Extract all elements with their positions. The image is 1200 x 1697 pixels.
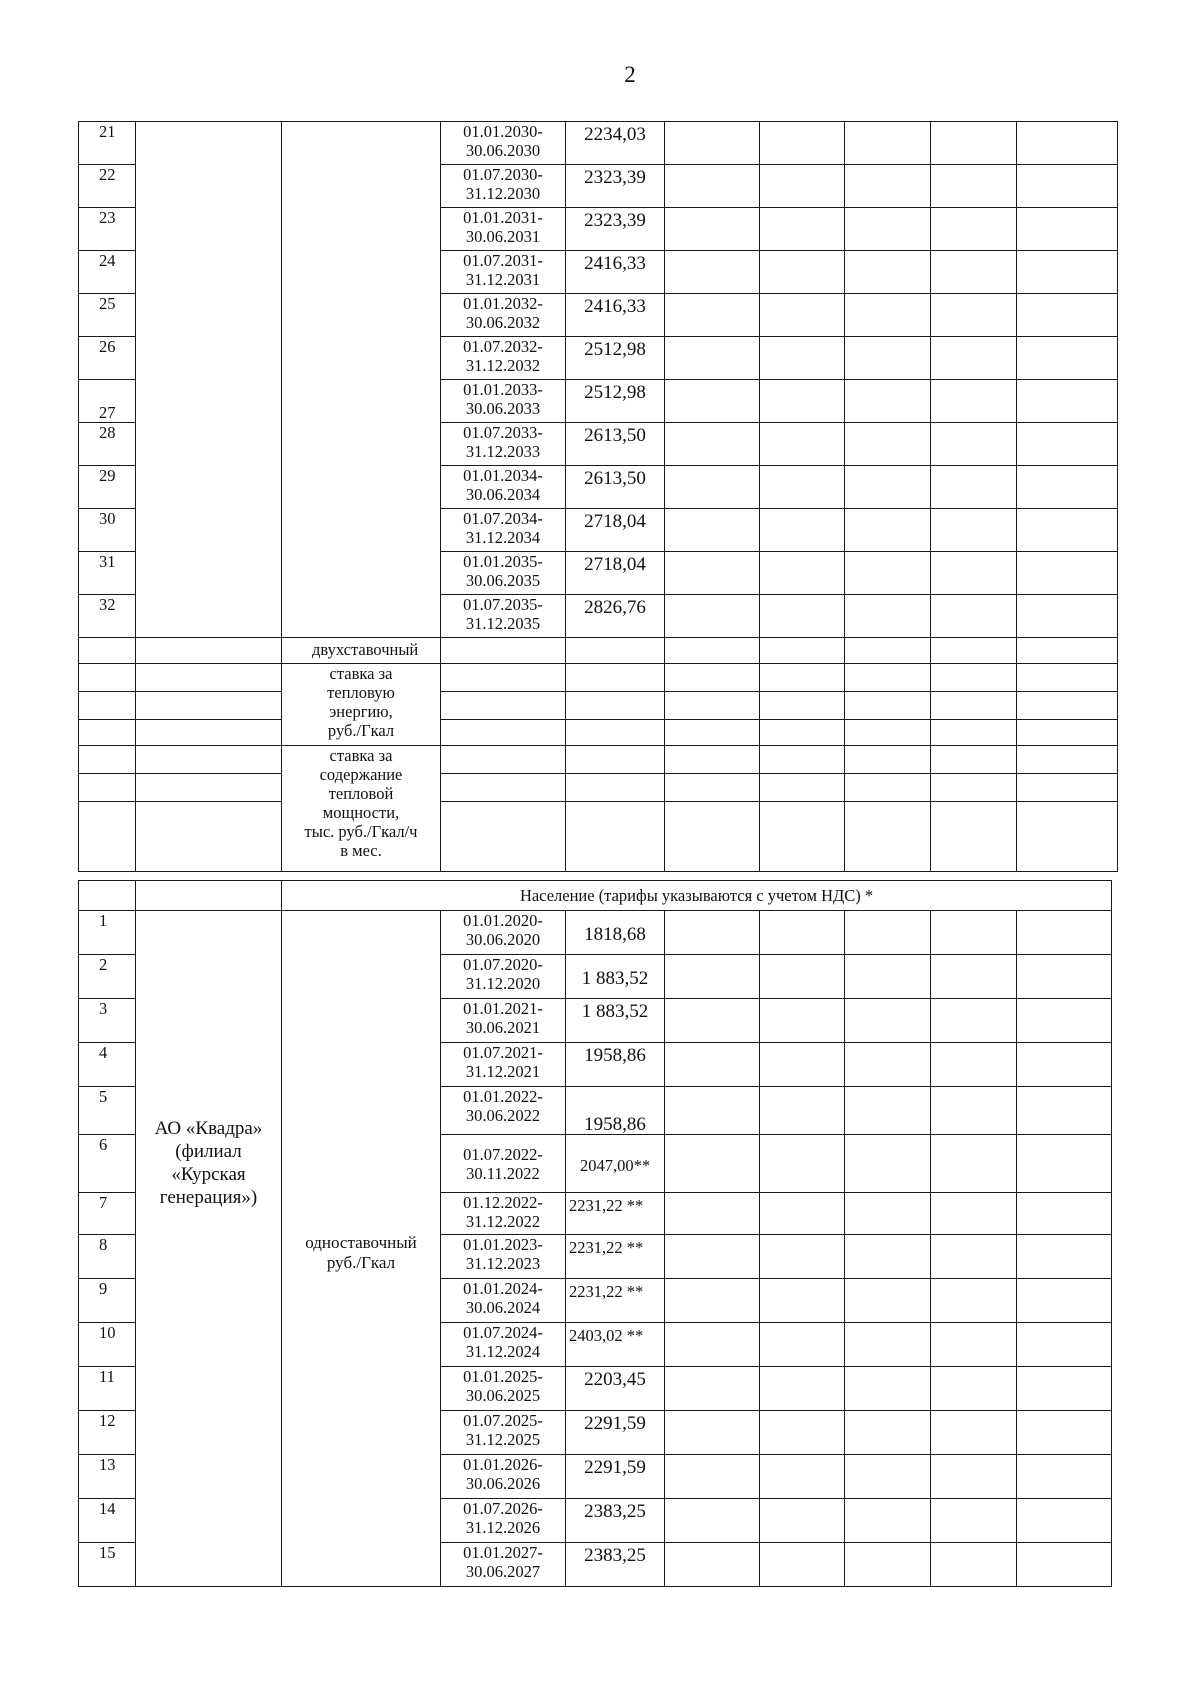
tariff-value: 2234,03 [566, 122, 665, 165]
period-cell: 01.01.2021- 30.06.2021 [441, 999, 566, 1043]
table-row [79, 664, 1118, 692]
row-number: 30 [79, 509, 136, 552]
table-row [79, 802, 1118, 872]
table-row [79, 911, 1112, 955]
period-cell: 01.07.2024- 31.12.2024 [441, 1323, 566, 1367]
tariff-table-continued [78, 121, 1118, 872]
period-cell: 01.01.2033- 30.06.2033 [441, 380, 566, 423]
row-number: 11 [79, 1367, 136, 1411]
tariff-value: 2403,02 ** [566, 1323, 665, 1367]
tariff-value: 2291,59 [566, 1411, 665, 1455]
tariff-value: 2291,59 [566, 1455, 665, 1499]
tariff-type: одноставочный руб./Гкал [282, 911, 441, 1587]
tariff-value: 1 883,52 [566, 955, 665, 999]
tariff-value: 2718,04 [566, 509, 665, 552]
heat-energy-rate-label: ставка за тепловую энергию, руб./Гкал [282, 664, 441, 746]
tariff-value: 2613,50 [566, 466, 665, 509]
period-cell: 01.07.2031- 31.12.2031 [441, 251, 566, 294]
row-number: 10 [79, 1323, 136, 1367]
row-number: 1 [79, 911, 136, 955]
tariff-value: 2416,33 [566, 294, 665, 337]
tariff-value: 1958,86 [566, 1087, 665, 1135]
table-row [79, 746, 1118, 774]
row-number: 31 [79, 552, 136, 595]
tariff-value: 2613,50 [566, 423, 665, 466]
period-cell: 01.01.2026- 30.06.2026 [441, 1455, 566, 1499]
row-number: 4 [79, 1043, 136, 1087]
row-number: 21 [79, 122, 136, 165]
period-cell: 01.01.2027- 30.06.2027 [441, 1543, 566, 1587]
row-number: 13 [79, 1455, 136, 1499]
period-cell: 01.07.2021- 31.12.2021 [441, 1043, 566, 1087]
tariff-value: 2203,45 [566, 1367, 665, 1411]
tariff-value: 2231,22 ** [566, 1235, 665, 1279]
row-number: 5 [79, 1087, 136, 1135]
period-cell: 01.07.2033- 31.12.2033 [441, 423, 566, 466]
tariff-type-cell [282, 122, 441, 638]
period-cell: 01.07.2032- 31.12.2032 [441, 337, 566, 380]
period-cell: 01.12.2022- 31.12.2022 [441, 1193, 566, 1235]
table-row [79, 692, 1118, 720]
section-title: Население (тарифы указываются с учетом НДС) * [282, 881, 1112, 911]
period-cell: 01.07.2035- 31.12.2035 [441, 595, 566, 638]
tariff-value: 2323,39 [566, 165, 665, 208]
tariff-value: 2512,98 [566, 380, 665, 423]
tariff-value: 2512,98 [566, 337, 665, 380]
tariff-value: 2323,39 [566, 208, 665, 251]
tariff-value: 2231,22 ** [566, 1193, 665, 1235]
tariff-value: 1 883,52 [566, 999, 665, 1043]
tariff-value: 2231,22 ** [566, 1279, 665, 1323]
period-cell: 01.07.2030- 31.12.2030 [441, 165, 566, 208]
tariff-value: 1958,86 [566, 1043, 665, 1087]
row-number: 12 [79, 1411, 136, 1455]
period-cell: 01.01.2032- 30.06.2032 [441, 294, 566, 337]
row-number: 27 [79, 380, 136, 423]
period-cell: 01.01.2025- 30.06.2025 [441, 1367, 566, 1411]
table-row [79, 122, 1118, 165]
period-cell: 01.01.2034- 30.06.2034 [441, 466, 566, 509]
tariff-value: 2383,25 [566, 1543, 665, 1587]
period-cell: 01.01.2023- 31.12.2023 [441, 1235, 566, 1279]
two-rate-label: двухставочный [282, 638, 441, 664]
period-cell: 01.07.2020- 31.12.2020 [441, 955, 566, 999]
period-cell: 01.01.2030- 30.06.2030 [441, 122, 566, 165]
row-number: 8 [79, 1235, 136, 1279]
tariff-value: 2718,04 [566, 552, 665, 595]
period-cell: 01.01.2022- 30.06.2022 [441, 1087, 566, 1135]
tariff-value: 1818,68 [566, 911, 665, 955]
row-number: 26 [79, 337, 136, 380]
row-number: 7 [79, 1193, 136, 1235]
tariff-value: 2826,76 [566, 595, 665, 638]
tariff-value: 2383,25 [566, 1499, 665, 1543]
period-cell: 01.07.2034- 31.12.2034 [441, 509, 566, 552]
row-number: 24 [79, 251, 136, 294]
period-cell: 01.01.2035- 30.06.2035 [441, 552, 566, 595]
table-row [79, 774, 1118, 802]
table-row [79, 720, 1118, 746]
row-number: 3 [79, 999, 136, 1043]
row-number: 23 [79, 208, 136, 251]
page-number: 2 [624, 62, 636, 87]
section-header-row [79, 881, 1112, 911]
period-cell: 01.01.2024- 30.06.2024 [441, 1279, 566, 1323]
period-cell: 01.07.2025- 31.12.2025 [441, 1411, 566, 1455]
row-number: 15 [79, 1543, 136, 1587]
row-number: 32 [79, 595, 136, 638]
capacity-rate-label: ставка за содержание тепловой мощности, тыс. руб./Гкал/ч в мес. [282, 746, 441, 872]
organization-cell [136, 122, 282, 638]
period-cell: 01.01.2031- 30.06.2031 [441, 208, 566, 251]
tariff-value: 2047,00** [566, 1135, 665, 1193]
population-tariff-table [78, 880, 1112, 1587]
row-number: 28 [79, 423, 136, 466]
period-cell: 01.01.2020- 30.06.2020 [441, 911, 566, 955]
row-number: 9 [79, 1279, 136, 1323]
period-cell: 01.07.2022- 30.11.2022 [441, 1135, 566, 1193]
row-number: 25 [79, 294, 136, 337]
row-number: 22 [79, 165, 136, 208]
row-number: 14 [79, 1499, 136, 1543]
table-row [79, 638, 1118, 664]
period-cell: 01.07.2026- 31.12.2026 [441, 1499, 566, 1543]
tariff-value: 2416,33 [566, 251, 665, 294]
organization-name: АО «Квадра» (филиал «Курская генерация») [136, 911, 282, 1587]
row-number: 6 [79, 1135, 136, 1193]
row-number: 29 [79, 466, 136, 509]
row-number: 2 [79, 955, 136, 999]
